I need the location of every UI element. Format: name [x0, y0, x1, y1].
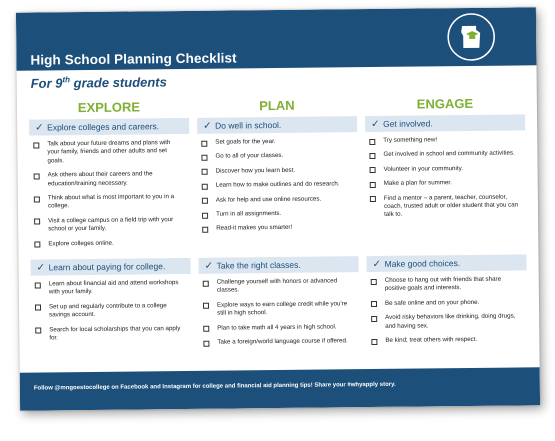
checkmark-icon: ✓	[204, 260, 214, 272]
list-item[interactable]: Explore ways to earn college credit while you're still in high school.	[199, 300, 352, 318]
list-item[interactable]: Take a foreign/world language course if offered.	[199, 337, 352, 347]
checkbox-icon[interactable]	[203, 303, 209, 309]
list-item[interactable]: Ask others about their careers and the education/training necessary.	[30, 170, 183, 188]
section-get-involved	[365, 114, 525, 132]
list-item[interactable]: Think about what is most important to you in a college.	[30, 193, 183, 211]
checkbox-icon[interactable]	[370, 167, 376, 173]
checkbox-icon[interactable]	[203, 280, 209, 286]
checkmark-icon: ✓	[371, 118, 380, 130]
list-item[interactable]: Talk about your future dreams and plans with your family, friends and other adults and set goals.	[29, 139, 182, 166]
checkbox-icon[interactable]	[370, 182, 376, 188]
section-label: Take the right classes.	[216, 259, 301, 271]
section-explore-colleges	[29, 118, 189, 136]
checklist-sheet	[16, 7, 540, 410]
checkbox-icon[interactable]	[371, 339, 377, 345]
section-label: Learn about paying for college.	[48, 261, 166, 273]
section-right-classes	[199, 256, 359, 274]
section-paying-for-college	[31, 258, 191, 276]
list-item[interactable]: Search for local scholarships that you can apply for.	[31, 325, 184, 343]
list-item[interactable]: Plan to take math all 4 years in high school.	[199, 323, 352, 333]
list-item[interactable]: Find a mentor – a parent, teacher, counselor, coach, trusted adult or older student that you can talk to.	[366, 193, 519, 220]
subtitle-sup: th	[62, 75, 71, 85]
list-item[interactable]: Make a plan for summer.	[366, 179, 519, 189]
checkbox-icon[interactable]	[203, 326, 209, 332]
checkbox-icon[interactable]	[34, 196, 40, 202]
checkbox-icon[interactable]	[202, 198, 208, 204]
section-label: Do well in school.	[215, 119, 282, 131]
checkbox-icon[interactable]	[35, 282, 41, 288]
footer-text: Follow @mngoestocollege on Facebook and Instagram for college and financial aid planning tips! Share your #whyapply story.	[33, 381, 396, 392]
checkmark-icon: ✓	[35, 121, 44, 134]
list-item[interactable]: Set goals for the year.	[197, 137, 350, 147]
checkbox-icon[interactable]	[370, 196, 376, 202]
checkbox-icon[interactable]	[202, 184, 208, 190]
checkbox-icon[interactable]	[202, 212, 208, 218]
checkbox-icon[interactable]	[201, 140, 207, 146]
checkbox-icon[interactable]	[202, 169, 208, 175]
checkbox-icon[interactable]	[369, 139, 375, 145]
checkbox-icon[interactable]	[369, 153, 375, 159]
list-item[interactable]: Choose to hang out with friends that share positive goals and interests.	[367, 275, 520, 293]
page-title: High School Planning Checklist	[30, 50, 237, 68]
list-item[interactable]: Get involved in school and community activities.	[365, 150, 518, 160]
checkbox-icon[interactable]	[202, 227, 208, 233]
checkmark-icon: ✓	[36, 261, 46, 274]
section-label: Explore colleges and careers.	[47, 121, 160, 133]
subtitle-suffix: grade students	[69, 74, 167, 91]
list-item[interactable]: Avoid risky behaviors like drinking, doing drugs, and having sex.	[367, 313, 520, 331]
heading-plan: PLAN	[259, 97, 295, 114]
list-right-classes	[199, 277, 353, 353]
list-item[interactable]: Discover how you learn best.	[198, 166, 351, 176]
list-item[interactable]: Be kind; treat others with respect.	[367, 336, 520, 346]
heading-engage: ENGAGE	[416, 95, 474, 112]
checkbox-icon[interactable]	[35, 328, 41, 334]
checkbox-icon[interactable]	[34, 242, 40, 248]
checkbox-icon[interactable]	[201, 155, 207, 161]
list-item[interactable]: Ask for help and use online resources.	[198, 195, 351, 205]
list-do-well-in-school	[197, 137, 351, 239]
list-item[interactable]: Set up and regularly contribute to a college savings account.	[31, 302, 184, 320]
list-paying-for-college	[31, 279, 185, 349]
checkmark-icon: ✓	[203, 120, 212, 132]
minnesota-logo-icon	[446, 12, 497, 63]
list-item[interactable]: Be safe online and on your phone.	[367, 298, 520, 308]
footer-bar	[20, 367, 540, 410]
checkbox-icon[interactable]	[34, 219, 40, 225]
section-label: Get involved.	[383, 118, 433, 129]
checkbox-icon[interactable]	[33, 142, 39, 148]
list-item[interactable]: Volunteer in your community.	[366, 164, 519, 174]
heading-explore: EXPLORE	[77, 99, 141, 116]
checkmark-icon: ✓	[372, 258, 382, 270]
checkbox-icon[interactable]	[371, 279, 377, 285]
header-bar	[16, 7, 537, 70]
subtitle	[31, 74, 167, 91]
section-do-well-in-school	[197, 116, 357, 134]
section-label: Make good choices.	[384, 258, 461, 269]
list-item[interactable]: Read-it makes you smarter!	[198, 224, 351, 234]
list-item[interactable]: Go to all of your classes.	[197, 152, 350, 162]
subtitle-prefix: For 9	[30, 75, 63, 91]
list-item[interactable]: Challenge yourself with honors or advanced classes.	[199, 277, 352, 295]
checkbox-icon[interactable]	[371, 316, 377, 322]
list-item[interactable]: Explore colleges online.	[30, 239, 183, 249]
list-explore-colleges	[29, 139, 183, 255]
section-good-choices	[366, 254, 526, 272]
list-get-involved	[365, 135, 519, 225]
checkbox-icon[interactable]	[203, 340, 209, 346]
checkbox-icon[interactable]	[35, 305, 41, 311]
list-item[interactable]: Learn how to make outlines and do research.	[198, 180, 351, 190]
list-item[interactable]: Try something new!	[365, 135, 518, 145]
list-item[interactable]: Turn in all assignments.	[198, 209, 351, 219]
list-item[interactable]: Visit a college campus on a field trip with your school or your family.	[30, 216, 183, 234]
checkbox-icon[interactable]	[371, 301, 377, 307]
list-item[interactable]: Learn about financial aid and attend workshops with your family.	[31, 279, 184, 297]
list-good-choices	[367, 275, 521, 351]
checkbox-icon[interactable]	[34, 173, 40, 179]
